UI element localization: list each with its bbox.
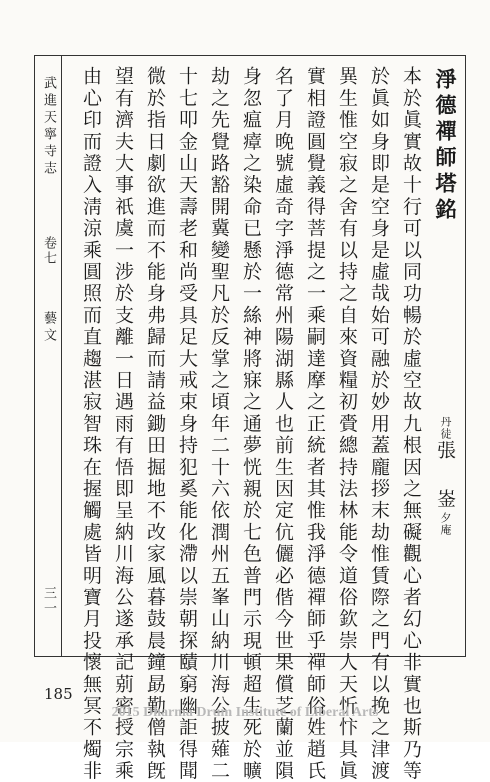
text-column: 於眞如身即是空身是虛哉始可融於妙用蓋龐拶末劫惟賃際之門有以挽之津渡: [368, 66, 390, 782]
author-prefix: 丹徒: [439, 416, 452, 440]
gutter-book-title: 武進天寧寺志: [41, 76, 56, 178]
page-title: 淨德禪師塔銘: [433, 68, 458, 224]
text-column: 望有濟夫大事祇虞一涉於支離一日遇雨有悟即呈納川海公遂承記莂密授宗乘: [112, 66, 134, 782]
margin-gutter: [37, 56, 59, 656]
gutter-section: 藝文: [41, 311, 56, 345]
text-column: 微於指日劇欲進而不能身弗歸而請益鋤田掘地不改家風暮鼓晨鐘勗勤僧執旣: [144, 66, 166, 782]
text-column: 本於眞實故十行可以同功暢於虛空故九根因之無礙觀心者幻心非實也斯乃等: [400, 66, 422, 782]
text-column: 實相證圓覺義得菩提之一乘嗣達摩之正統者其惟我淨德禪師乎禪師俗姓趙氏: [304, 66, 326, 782]
text-column: 異生惟空寂之舍有以持之自來資糧初賫總持法林能令道俗欽崇人天忻忭具眞: [336, 66, 358, 782]
page-number: 185: [44, 685, 73, 703]
text-column: 劫之先覺路豁開冀變聖凡於反掌之頃年二十六依潤州五峯山納川海公披薙二: [208, 66, 230, 782]
text-column: 十七叩金山天壽老和尚受具足大戒束身持犯奚能化滯以崇朝探賾窮幽詎得聞: [176, 66, 198, 782]
author-name: 張 崟: [434, 440, 456, 512]
author-suffix: 夕庵: [439, 512, 452, 536]
gutter-volume: 卷七: [41, 236, 56, 266]
gutter-page-code: 三一: [41, 586, 56, 616]
author-line: [433, 416, 457, 536]
gutter-divider: [61, 56, 62, 656]
watermark-footer: 2015 Dharma Drum Institute of Liberal Arts: [111, 705, 379, 720]
text-column: 名了月晚號虛奇字淨德常州陽湖縣人也前生因定伉儷必偕今世果償芝蘭並隕: [272, 66, 294, 782]
text-column: 由心印而證入淸涼乘圓照而直趨湛寂智珠在握觸處皆明寶月投懷無冥不燭非: [80, 66, 102, 782]
text-column: 身忽瘟瘴之染命已懸於一絲神將寐之通夢恍親於七色普門示現頓超生死於曠: [240, 66, 262, 782]
